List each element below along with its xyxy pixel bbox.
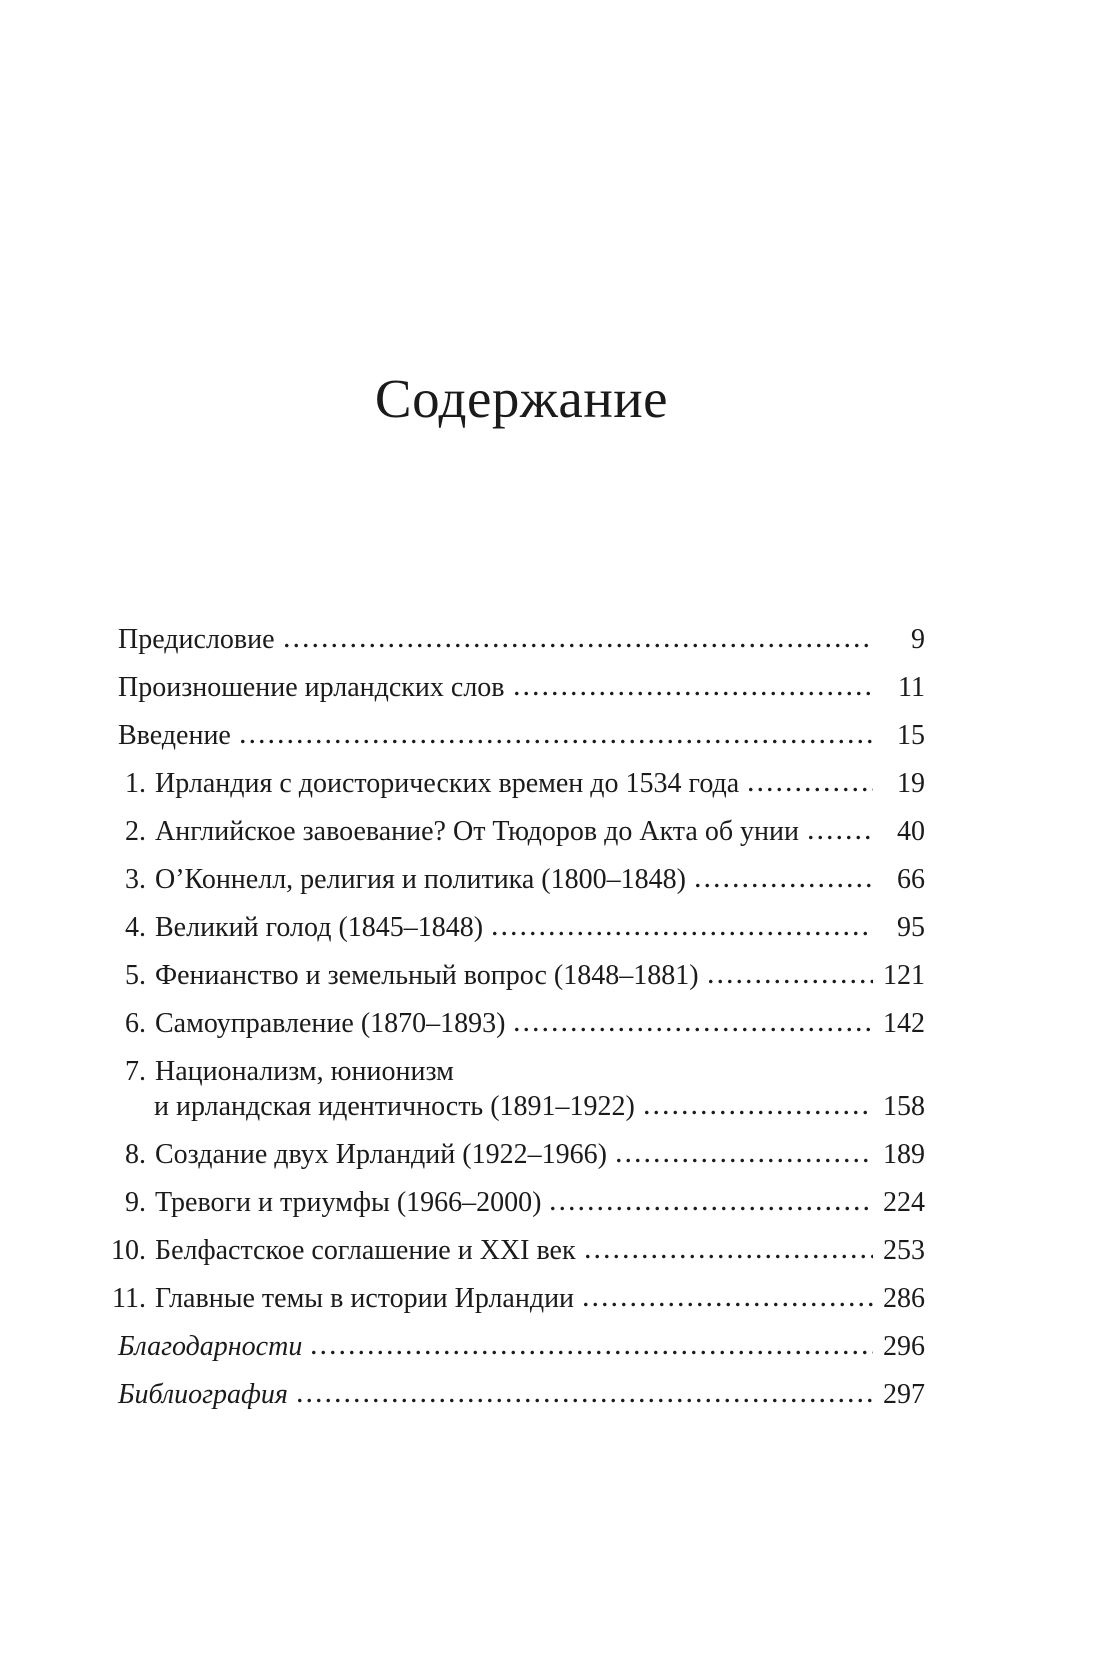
toc-entry-number: 5. — [125, 960, 146, 991]
toc-entry-chapter-11 — [112, 1283, 925, 1315]
toc-entry-chapter-8 — [118, 1139, 925, 1171]
page-content — [0, 370, 1100, 1411]
toc-entry-page: 15 — [897, 720, 925, 751]
toc-entry-page: 19 — [897, 768, 925, 799]
toc-entry-page: 11 — [898, 672, 925, 703]
toc-entry-number: 11. — [112, 1283, 146, 1314]
toc-entry-number: 3. — [125, 864, 146, 895]
toc-entry-page: 9 — [911, 624, 925, 655]
toc-entry-bibliography — [118, 1379, 925, 1411]
toc-entry-label: Произношение ирландских слов — [118, 672, 505, 703]
toc-entry-pronunciation — [118, 672, 925, 704]
toc-entry-page: 253 — [883, 1235, 925, 1266]
toc-entry-chapter-7-line-1 — [118, 1056, 925, 1088]
toc-entry-page: 286 — [883, 1283, 925, 1314]
toc-entry-page: 158 — [883, 1091, 925, 1122]
toc-entry-label: Ирландия с доисторических времен до 1534 года — [155, 768, 740, 799]
toc-entry-label: Тревоги и триумфы (1966–2000) — [155, 1187, 542, 1218]
dot-leader — [581, 1302, 873, 1307]
dot-leader — [512, 691, 873, 696]
toc-entry-label: Введение — [118, 720, 231, 751]
toc-entry-number: 9. — [125, 1187, 146, 1218]
toc-entry-chapter-10 — [111, 1235, 925, 1267]
toc-entry-label: Национализм, юнионизм — [155, 1056, 454, 1087]
dot-leader — [583, 1254, 873, 1259]
dot-leader — [746, 787, 873, 792]
dot-leader — [295, 1398, 873, 1403]
dot-leader — [642, 1110, 873, 1115]
toc-entry-number: 8. — [125, 1139, 146, 1170]
page-title: Содержание — [374, 368, 669, 429]
toc-entry-label: Великий голод (1845–1848) — [155, 912, 484, 943]
toc-entry-label: Самоуправление (1870–1893) — [155, 1008, 506, 1039]
toc-entry-page: 40 — [897, 816, 925, 847]
toc-entry-label: Создание двух Ирландий (1922–1966) — [155, 1139, 607, 1170]
toc-entry-label: Предисловие — [118, 624, 275, 655]
table-of-contents — [111, 624, 925, 1411]
toc-entry-label: Главные темы в истории Ирландии — [155, 1283, 575, 1314]
toc-entry-chapter-4 — [118, 912, 925, 944]
toc-entry-label: Белфастское соглашение и XXI век — [155, 1235, 576, 1266]
toc-entry-number: 1. — [125, 768, 146, 799]
toc-entry-label: Фенианство и земельный вопрос (1848–1881) — [155, 960, 699, 991]
dot-leader — [512, 1027, 873, 1032]
toc-entry-chapter-5 — [118, 960, 925, 992]
toc-entry-label-continued: и ирландская идентичность (1891–1922) — [154, 1091, 635, 1122]
toc-entry-page: 95 — [897, 912, 925, 943]
dot-leader — [238, 739, 873, 744]
dot-leader — [614, 1158, 873, 1163]
toc-entry-number: 6. — [125, 1008, 146, 1039]
toc-entry-number: 2. — [125, 816, 146, 847]
toc-entry-introduction — [118, 720, 925, 752]
toc-entry-page: 296 — [883, 1331, 925, 1362]
toc-entry-label: Английское завоевание? От Тюдоров до Акта об унии — [155, 816, 800, 847]
toc-entry-page: 224 — [883, 1187, 925, 1218]
toc-entry-label: Благодарности — [118, 1331, 303, 1362]
toc-entry-number: 4. — [125, 912, 146, 943]
toc-entry-page: 66 — [897, 864, 925, 895]
toc-entry-page: 297 — [883, 1379, 925, 1410]
toc-entry-label: Библиография — [118, 1379, 288, 1410]
dot-leader — [706, 979, 873, 984]
toc-entry-acknowledgements — [118, 1331, 925, 1363]
toc-entry-preface — [118, 624, 925, 656]
dot-leader — [693, 883, 873, 888]
dot-leader — [548, 1206, 873, 1211]
toc-entry-chapter-6 — [118, 1008, 925, 1040]
toc-entry-number: 10. — [111, 1235, 146, 1266]
dot-leader — [806, 835, 873, 840]
toc-entry-chapter-1 — [118, 768, 925, 800]
toc-entry-page: 142 — [883, 1008, 925, 1039]
toc-entry-chapter-2 — [118, 816, 925, 848]
dot-leader — [282, 643, 873, 648]
toc-entry-chapter-9 — [118, 1187, 925, 1219]
toc-entry-page: 121 — [883, 960, 925, 991]
toc-entry-chapter-3 — [118, 864, 925, 896]
dot-leader — [490, 931, 873, 936]
dot-leader — [309, 1350, 873, 1355]
toc-entry-number: 7. — [125, 1056, 146, 1087]
toc-entry-page: 189 — [883, 1139, 925, 1170]
toc-entry-chapter-7-line-2 — [118, 1091, 925, 1123]
toc-entry-label: О’Коннелл, религия и политика (1800–1848) — [155, 864, 686, 895]
